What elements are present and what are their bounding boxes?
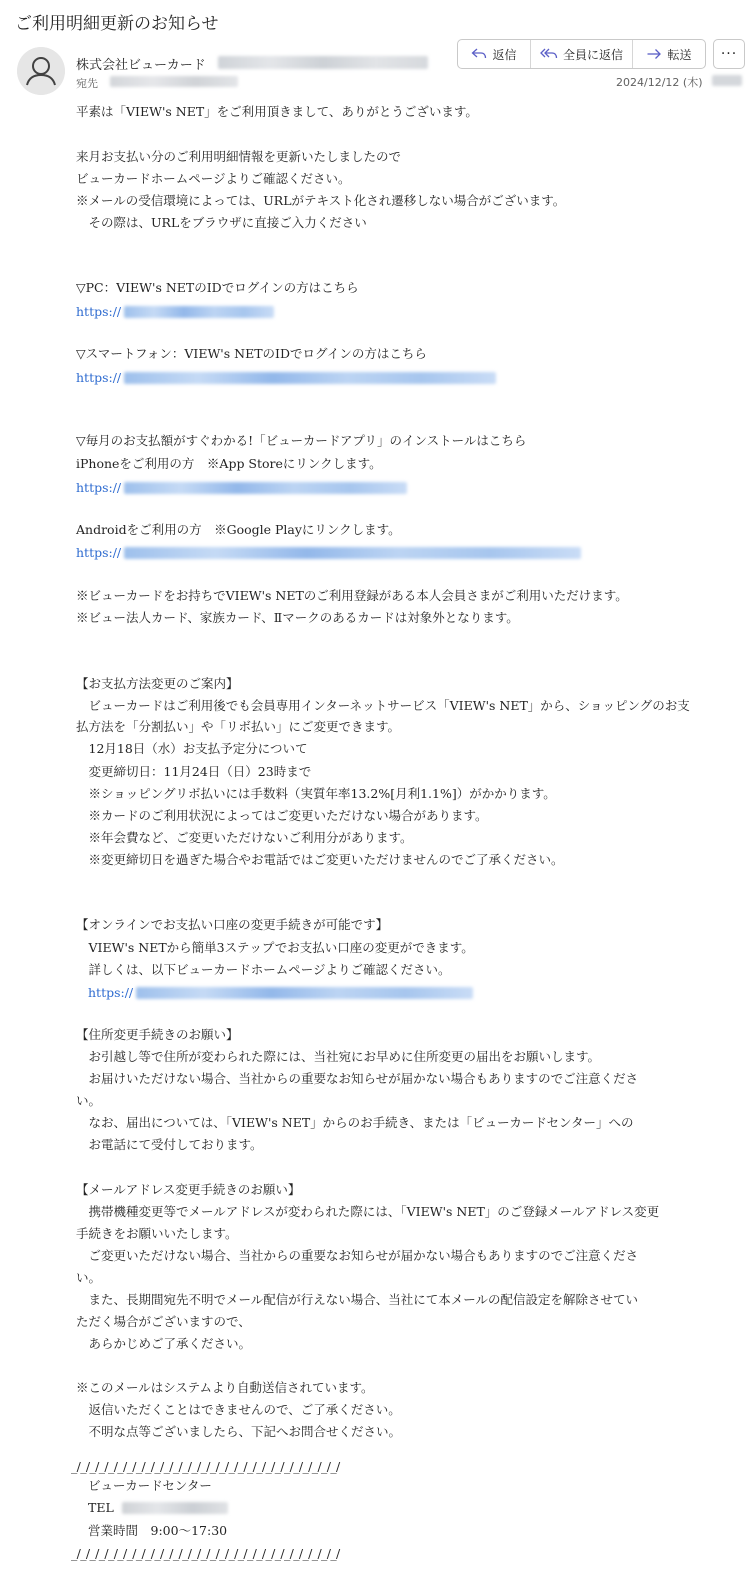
- smartphone-login-link-redacted[interactable]: [124, 372, 496, 384]
- android-line: Androidをご利用の方 ※Google Playにリンクします。: [76, 522, 401, 537]
- app-install-heading: ▽毎月のお支払額がすぐわかる!「ビューカードアプリ」のインストールはこちら: [76, 433, 527, 448]
- google-play-link[interactable]: https://: [76, 545, 122, 560]
- footer-divider-bottom: _/_/_/_/_/_/_/_/_/_/_/_/_/_/_/_/_/_/_/_/_/_/_/_/_/_/_/_/_/: [71, 1546, 340, 1561]
- body-line: 手続きをお願いいたします。: [76, 1226, 238, 1241]
- body-line: 12月18日（水）お支払予定分について: [76, 741, 308, 756]
- reply-label: 返信: [492, 47, 517, 62]
- body-line: なお、届出については、「VIEW's NET」からのお手続き、または「ビューカードセンター」への: [76, 1115, 634, 1130]
- footer-tel-redacted: [122, 1502, 228, 1514]
- to-label: 宛先: [76, 77, 98, 90]
- smartphone-login-link[interactable]: https://: [76, 370, 122, 385]
- body-line: お引越し等で住所が変わられた際には、当社宛にお早めに住所変更の届出をお願いします。: [76, 1049, 601, 1064]
- email-section-heading: 【メールアドレス変更手続きのお願い】: [76, 1182, 301, 1197]
- body-line: 変更締切日：11月24日（日）23時まで: [76, 764, 312, 779]
- body-line: 携帯機種変更等でメールアドレスが変わられた際には、「VIEW's NET」のご登録メールアドレス変更: [76, 1204, 660, 1219]
- body-line: お届けいただけない場合、当社からの重要なお知らせが届かない場合もありますのでご注意くださ: [76, 1071, 639, 1086]
- google-play-link-redacted[interactable]: [124, 547, 581, 559]
- footer-center-name: ビューカードセンター: [88, 1478, 212, 1493]
- body-line: 詳しくは、以下ビューカードホームページよりご確認ください。: [76, 962, 451, 977]
- body-line: 不明な点等ございましたら、下記へお問合せください。: [76, 1424, 402, 1439]
- body-line: ※ビューカードをお持ちでVIEW's NETのご利用登録がある本人会員さまがご利用いただけます。: [76, 588, 628, 603]
- body-line: お電話にて受付しております。: [76, 1137, 263, 1152]
- body-line: ビューカードホームページよりご確認ください。: [76, 171, 351, 186]
- body-line: VIEW's NETから簡単3ステップでお支払い口座の変更ができます。: [76, 940, 474, 955]
- subject-line: ご利用明細更新のお知らせ: [15, 14, 219, 34]
- body-line: ご変更いただけない場合、当社からの重要なお知らせが届かない場合もありますのでご注意くださ: [76, 1248, 639, 1263]
- app-store-link-redacted[interactable]: [124, 482, 407, 494]
- pc-login-link[interactable]: https://: [76, 304, 122, 319]
- body-line: また、長期間宛先不明でメール配信が行えない場合、当社にて本メールの配信設定を解除させてい: [76, 1292, 639, 1307]
- online-section-heading: 【オンラインでお支払い口座の変更手続きが可能です】: [76, 917, 389, 932]
- more-actions-button[interactable]: ···: [713, 39, 745, 69]
- body-line: 払方法を「分割払い」や「リボ払い」にご変更できます。: [76, 719, 401, 734]
- body-line: ※年会費など、ご変更いただけないご利用分があります。: [76, 830, 413, 845]
- body-line: い。: [76, 1093, 102, 1108]
- body-line: ※このメールはシステムより自動送信されています。: [76, 1380, 374, 1395]
- body-line: ※ショッピングリボ払いには手数料（実質年率13.2%[月利1.1%]）がかかります。: [76, 786, 556, 801]
- iphone-line: iPhoneをご利用の方 ※App Storeにリンクします。: [76, 456, 382, 471]
- body-line: い。: [76, 1270, 102, 1285]
- footer-tel-label: TEL: [88, 1500, 114, 1515]
- account-change-link-redacted[interactable]: [136, 987, 473, 999]
- pc-login-link-redacted[interactable]: [124, 306, 274, 318]
- forward-label: 転送: [667, 47, 692, 62]
- sender-name[interactable]: 株式会社ビューカード: [76, 58, 206, 73]
- app-store-link[interactable]: https://: [76, 480, 122, 495]
- footer-divider-top: _/_/_/_/_/_/_/_/_/_/_/_/_/_/_/_/_/_/_/_/_/_/_/_/_/_/_/_/_/: [71, 1459, 340, 1474]
- payment-section-heading: 【お支払方法変更のご案内】: [76, 676, 239, 691]
- body-line: その際は、URLをブラウザに直接ご入力ください: [76, 215, 367, 230]
- body-line: ※変更締切日を過ぎた場合やお電話ではご変更いただけませんのでご了承ください。: [76, 852, 564, 867]
- body-line: あらかじめご了承ください。: [76, 1336, 252, 1351]
- footer-hours: 営業時間 9:00～17:30: [88, 1523, 228, 1538]
- reply-all-label: 全員に返信: [562, 47, 623, 62]
- smartphone-login-heading: ▽スマートフォン：VIEW's NETのIDでログインの方はこちら: [76, 346, 427, 361]
- address-section-heading: 【住所変更手続きのお願い】: [76, 1027, 239, 1042]
- pc-login-heading: ▽PC：VIEW's NETのIDでログインの方はこちら: [76, 280, 359, 295]
- body-intro: 平素は「VIEW's NET」をご利用頂きまして、ありがとうございます。: [76, 104, 478, 119]
- body-line: ただく場合がございますので、: [76, 1314, 251, 1329]
- account-change-link[interactable]: https://: [88, 985, 134, 1000]
- body-line: ※メールの受信環境によっては、URLがテキスト化され遷移しない場合がございます。: [76, 193, 566, 208]
- body-line: ビューカードはご利用後でも会員専用インターネットサービス「VIEW's NET」から、ショッピングのお支: [76, 698, 690, 713]
- body-line: ※ビュー法人カード、家族カード、Ⅱマークのあるカードは対象外となります。: [76, 610, 519, 625]
- body-line: 返信いただくことはできませんので、ご了承ください。: [76, 1402, 401, 1417]
- body-line: 来月お支払い分のご利用明細情報を更新いたしましたので: [76, 149, 402, 164]
- received-date: 2024/12/12 (木): [616, 76, 703, 89]
- body-line: ※カードのご利用状況によってはご変更いただけない場合があります。: [76, 808, 488, 823]
